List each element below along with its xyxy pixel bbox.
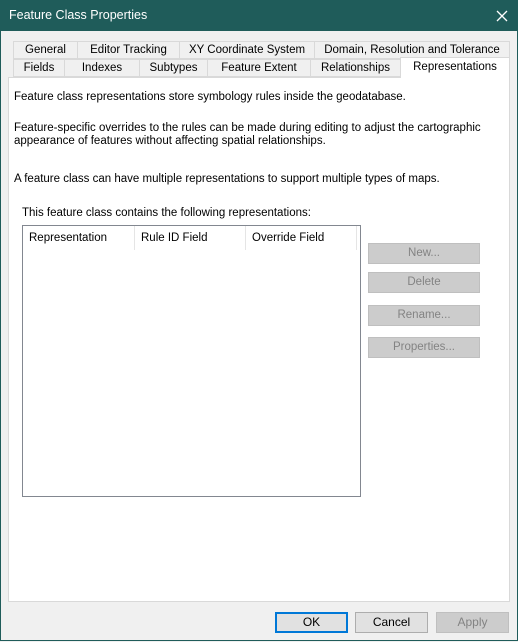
cancel-button[interactable]: Cancel [355, 612, 428, 633]
column-header-representation[interactable]: Representation [23, 226, 135, 250]
description-text-3: A feature class can have multiple representations to support multiple types of maps. [14, 173, 440, 185]
properties-button[interactable]: Properties... [368, 337, 480, 358]
tab-representations[interactable]: Representations [400, 57, 510, 78]
new-button[interactable]: New... [368, 243, 480, 264]
tab-editor-tracking[interactable]: Editor Tracking [77, 41, 180, 59]
tab-fields[interactable]: Fields [13, 59, 65, 77]
description-text-1: Feature class representations store symbology rules inside the geodatabase. [14, 91, 406, 103]
window-title: Feature Class Properties [9, 8, 148, 22]
title-bar [0, 0, 518, 31]
apply-button[interactable]: Apply [436, 612, 509, 633]
tab-xy-coordinate-system[interactable]: XY Coordinate System [179, 41, 315, 59]
tab-indexes[interactable]: Indexes [64, 59, 140, 77]
tab-general[interactable]: General [13, 41, 78, 59]
representations-list[interactable] [22, 225, 361, 497]
close-icon [496, 10, 508, 22]
tab-feature-extent[interactable]: Feature Extent [207, 59, 311, 77]
description-text-2b: appearance of features without affecting spatial relationships. [14, 135, 326, 147]
rename-button[interactable]: Rename... [368, 305, 480, 326]
list-label: This feature class contains the following representations: [22, 207, 311, 219]
column-header-override-field[interactable]: Override Field [246, 226, 357, 250]
ok-button[interactable]: OK [275, 612, 348, 633]
tab-domain-resolution-tolerance[interactable]: Domain, Resolution and Tolerance [314, 41, 510, 59]
delete-button[interactable]: Delete [368, 272, 480, 293]
tab-subtypes[interactable]: Subtypes [139, 59, 208, 77]
tab-relationships[interactable]: Relationships [310, 59, 401, 77]
description-text-2a: Feature-specific overrides to the rules can be made during editing to adjust the cartographic [14, 122, 481, 134]
close-button[interactable] [486, 0, 518, 31]
column-header-rule-id-field[interactable]: Rule ID Field [135, 226, 246, 250]
